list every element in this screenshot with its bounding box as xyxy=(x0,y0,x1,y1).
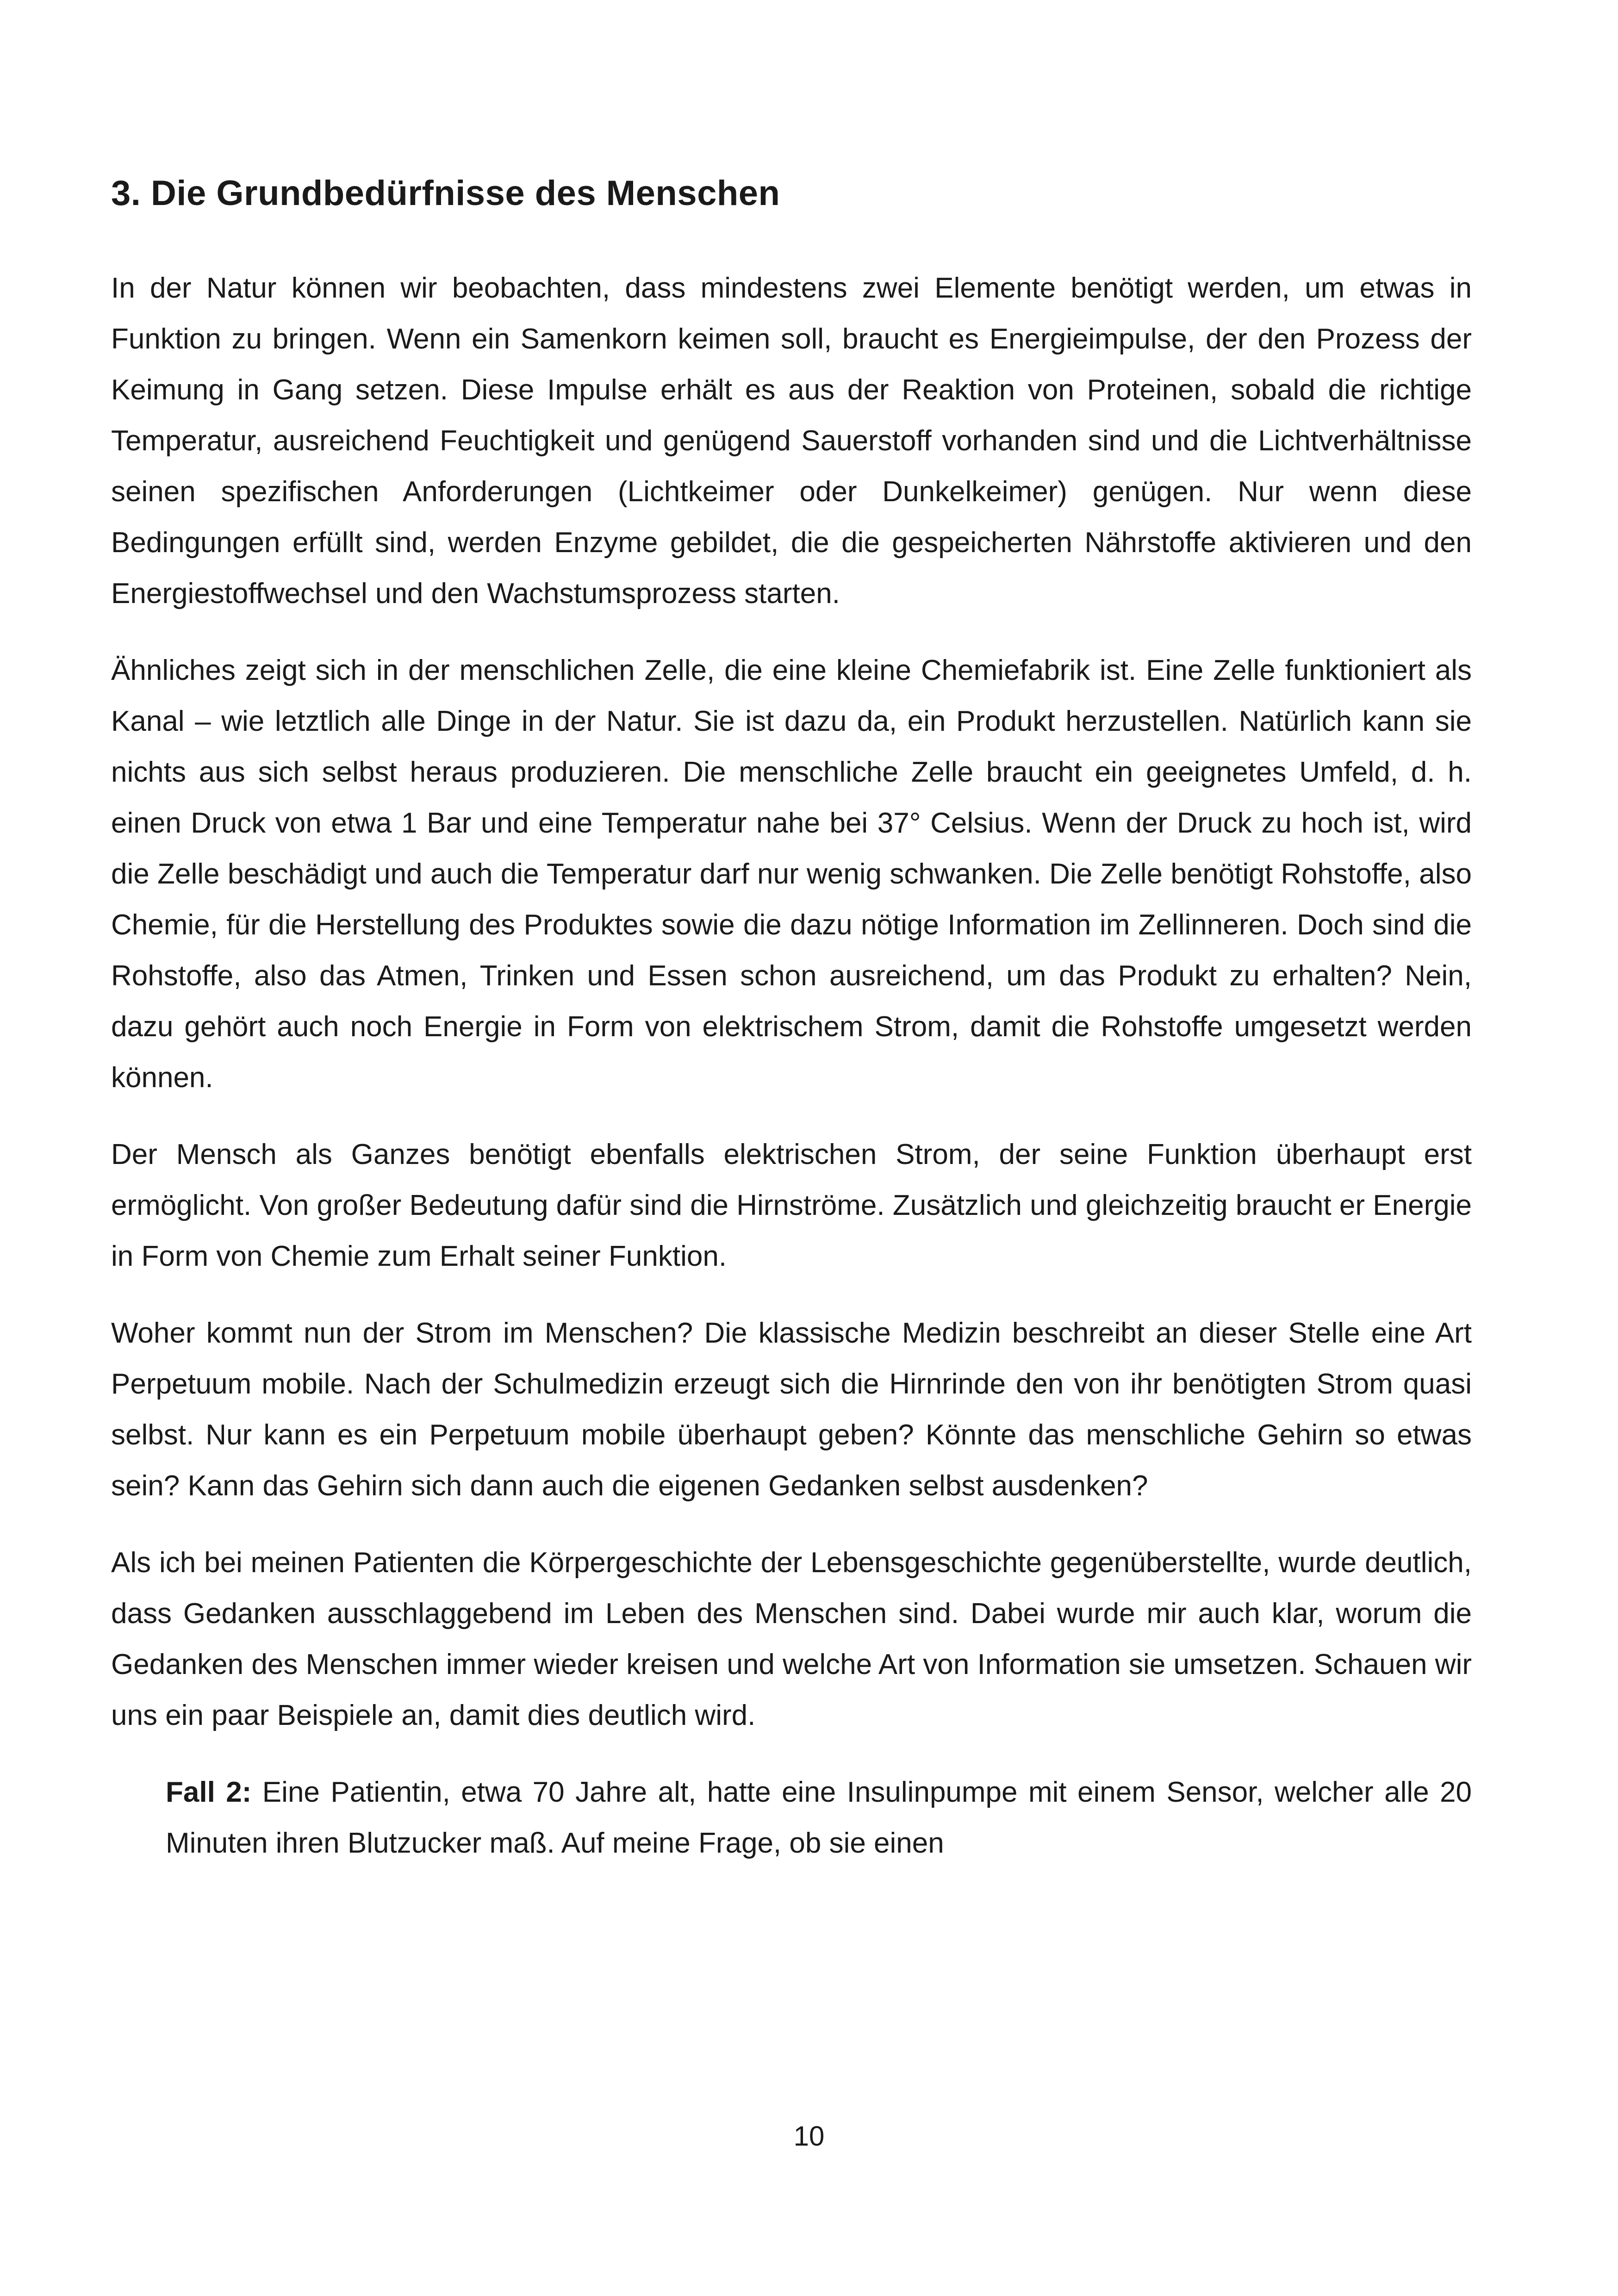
chapter-title: 3. Die Grundbedürfnisse des Menschen xyxy=(111,174,780,213)
case-label: Fall 2: xyxy=(166,1776,252,1808)
page-number: 10 xyxy=(793,2121,825,2152)
paragraph-5: Als ich bei meinen Patienten die Körpergeschichte der Lebensgeschichte gegenüberstellte, wurde deutlich, dass Gedanken ausschlaggebend im Leben des Menschen sind. Dabei wurde mir auch klar, worum die Gedanken des Menschen immer wieder kreisen und welche Art von Information sie umsetzen. Schauen wir uns ein paar Beispiele an, damit dies deutlich wird. xyxy=(111,1547,1472,1731)
paragraph-4: Woher kommt nun der Strom im Menschen? Die klassische Medizin beschreibt an dieser Stelle eine Art Perpetuum mobile. Nach der Schulmedizin erzeugt sich die Hirnrinde den von ihr benötigten Strom quasi selbst. Nur kann es ein Perpetuum mobile überhaupt geben? Könnte das menschliche Gehirn so etwas sein? Kann das Gehirn sich dann auch die eigenen Gedanken selbst ausdenken? xyxy=(111,1317,1472,1502)
case-text: Eine Patientin, etwa 70 Jahre alt, hatte eine Insulinpumpe mit einem Sensor, welcher alle 20 Minuten ihren Blutzucker maß. Auf meine Frage, ob sie einen xyxy=(166,1776,1472,1859)
case-paragraph xyxy=(111,1767,1472,1869)
paragraph-2: Ähnliches zeigt sich in der menschlichen Zelle, die eine kleine Chemiefabrik ist. Eine Zelle funktioniert als Kanal – wie letztlich alle Dinge in der Natur. Sie ist dazu da, ein Produkt herzustellen. Natürlich kann sie nichts aus sich selbst heraus produzieren. Die menschliche Zelle braucht ein geeignetes Umfeld, d. h. einen Druck von etwa 1 Bar und eine Temperatur nahe bei 37° Celsius. Wenn der Druck zu hoch ist, wird die Zelle beschädigt und auch die Temperatur darf nur wenig schwanken. Die Zelle benötigt Rohstoffe, also Chemie, für die Herstellung des Produktes sowie die dazu nötige Information im Zellinneren. Doch sind die Rohstoffe, also das Atmen, Trinken und Essen schon ausreichend, um das Produkt zu erhalten? Nein, dazu gehört auch noch Energie in Form von elektrischem Strom, damit die Rohstoffe umgesetzt werden können. xyxy=(111,654,1472,1094)
paragraph-1: In der Natur können wir beobachten, dass mindestens zwei Elemente benötigt werden, um etwas in Funktion zu bringen. Wenn ein Samenkorn keimen soll, braucht es Energieimpulse, der den Prozess der Keimung in Gang setzen. Diese Impulse erhält es aus der Reaktion von Proteinen, sobald die richtige Temperatur, ausreichend Feuchtigkeit und genügend Sauerstoff vorhanden sind und die Lichtverhältnisse seinen spezifischen Anforderungen (Lichtkeimer oder Dunkelkeimer) genügen. Nur wenn diese Bedingungen erfüllt sind, werden Enzyme gebildet, die die gespeicherten Nährstoffe aktivieren und den Energiestoffwechsel und den Wachstumsprozess starten. xyxy=(111,272,1472,610)
paragraph-3: Der Mensch als Ganzes benötigt ebenfalls elektrischen Strom, der seine Funktion überhaupt erst ermöglicht. Von großer Bedeutung dafür sind die Hirnströme. Zusätzlich und gleichzeitig braucht er Energie in Form von Chemie zum Erhalt seiner Funktion. xyxy=(111,1139,1472,1272)
body-text xyxy=(111,263,1472,1869)
